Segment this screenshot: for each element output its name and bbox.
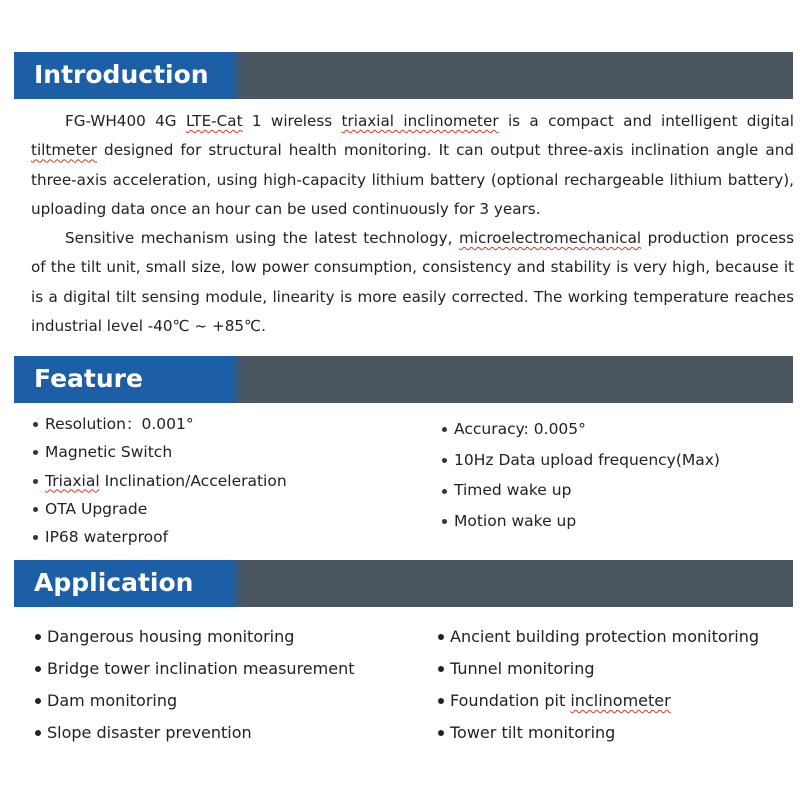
spellcheck-flagged-text: Triaxial	[45, 471, 100, 490]
text-segment: IP68 waterproof	[45, 528, 169, 547]
bullet-icon	[33, 535, 38, 540]
bullet-icon	[438, 666, 444, 672]
text-segment: is a compact and intelligent digital	[498, 112, 794, 130]
text-segment: 10Hz Data upload frequency(Max)	[454, 450, 720, 469]
text-segment: Tunnel monitoring	[450, 659, 595, 678]
list-item	[31, 523, 287, 551]
bullet-icon	[33, 507, 38, 512]
list-item	[33, 717, 354, 749]
list-item	[440, 414, 720, 445]
feature-list-right	[440, 414, 720, 537]
text-segment: production process of the tilt unit, small size, low power consumption, consistency and stability is very high, because it is a digital tilt sensing module, linearity is more easily corrected. The working temperature reaches industrial level -40℃ ~ +85℃.	[31, 229, 794, 336]
bullet-icon	[442, 489, 447, 494]
text-segment: Dangerous housing monitoring	[47, 627, 295, 646]
feature-list-left	[31, 410, 287, 551]
bullet-icon	[442, 458, 447, 463]
list-item	[33, 621, 354, 653]
list-item	[440, 445, 720, 476]
text-segment: OTA Upgrade	[45, 499, 148, 518]
text-segment: Dam monitoring	[47, 691, 178, 710]
introduction-title: Introduction	[34, 60, 209, 89]
bullet-icon	[438, 634, 444, 640]
application-title: Application	[34, 568, 194, 597]
text-segment: Accuracy: 0.005°	[454, 420, 586, 438]
list-item	[436, 621, 759, 653]
text-segment: Magnetic Switch	[45, 443, 173, 462]
bullet-icon	[33, 479, 38, 484]
spellcheck-flagged-text: inclinometer	[570, 691, 671, 710]
list-item	[31, 495, 287, 523]
spellcheck-flagged-text: triaxial inclinometer	[341, 112, 499, 130]
spellcheck-flagged-text: tiltmeter	[31, 141, 98, 160]
list-item	[31, 410, 287, 438]
text-segment: Resolution：0.001°	[45, 415, 194, 433]
list-item	[440, 506, 720, 537]
text-segment: FG-WH400 4G	[65, 112, 186, 130]
list-item	[436, 685, 759, 717]
spellcheck-flagged-text: LTE-Cat	[185, 112, 243, 130]
text-segment: Sensitive mechanism using the latest technology,	[65, 229, 459, 248]
introduction-body	[31, 107, 794, 341]
text-segment: Slope disaster prevention	[47, 723, 252, 742]
text-segment: Timed wake up	[454, 481, 572, 500]
bullet-icon	[442, 427, 447, 432]
text-segment: Motion wake up	[454, 512, 577, 531]
text-segment: Bridge tower inclination measurement	[47, 659, 355, 678]
bullet-icon	[33, 422, 38, 427]
bullet-icon	[33, 450, 38, 455]
text-segment: Inclination/Acceleration	[99, 471, 287, 490]
introduction-header	[14, 52, 793, 99]
text-segment: Tower tilt monitoring	[450, 723, 616, 742]
feature-title: Feature	[34, 364, 143, 393]
introduction-paragraph-2	[31, 224, 794, 341]
text-segment: 1 wireless	[242, 112, 342, 130]
application-list-right	[436, 621, 759, 749]
application-list-left	[33, 621, 354, 749]
list-item	[33, 653, 354, 685]
bullet-icon	[35, 634, 41, 640]
bullet-icon	[442, 519, 447, 524]
list-item	[31, 467, 287, 495]
list-item	[31, 438, 287, 466]
list-item	[436, 653, 759, 685]
bullet-icon	[35, 666, 41, 672]
bullet-icon	[35, 730, 41, 736]
feature-header	[14, 356, 793, 403]
list-item	[33, 685, 354, 717]
bullet-icon	[438, 730, 444, 736]
list-item	[436, 717, 759, 749]
spellcheck-flagged-text: microelectromechanical	[458, 229, 642, 248]
list-item	[440, 475, 720, 506]
bullet-icon	[35, 698, 41, 704]
text-segment: Foundation pit	[450, 691, 571, 710]
text-segment: Ancient building protection monitoring	[450, 627, 760, 646]
introduction-paragraph-1	[31, 107, 794, 224]
text-segment: designed for structural health monitoring. It can output three-axis inclination angle and three-axis acceleration, using high-capacity lithium battery (optional rechargeable lithium battery), uploading data once an hour can be used continuously for 3 years.	[31, 141, 794, 218]
application-header	[14, 560, 793, 607]
bullet-icon	[438, 698, 444, 704]
